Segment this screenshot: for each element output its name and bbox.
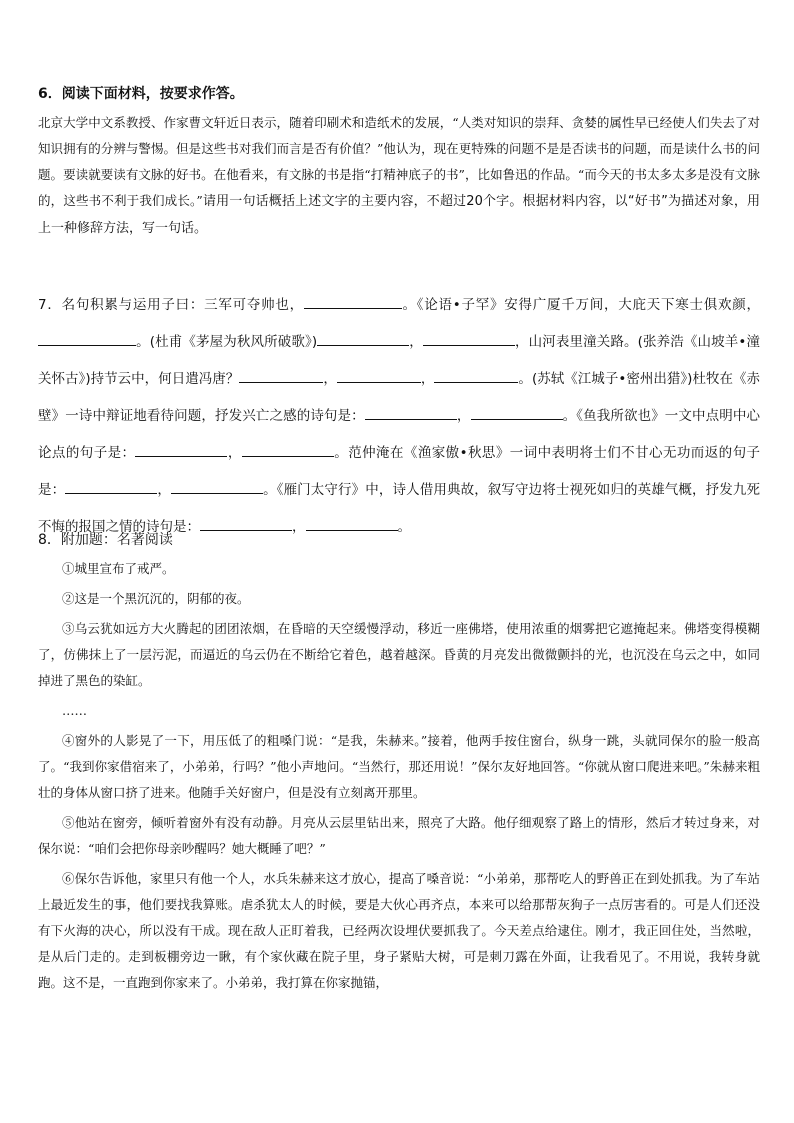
question-6-material	[38, 110, 760, 242]
passage-paragraph: ④窗外的人影晃了一下，用压低了的粗嗓门说：“是我，朱赫来。”接着，他两手按住窗台，纵身一跳，头就同保尔的脸一般高了。“我到你家借宿来了，小弟弟，行吗？”他小声地问。“当然行，那还用说！”保尔友好地回答。“你就从窗口爬进来吧。”朱赫来粗壮的身体从窗口挤了进来。他随手关好窗户，但是没有立刻离开那里。	[38, 733, 760, 800]
q7-text-7: 。(苏轼《江城子•密州出猎》)杜牧在《赤壁》一诗中辩证地看待问题，抒发兴亡之感的诗句是：	[38, 371, 761, 424]
answer-blank[interactable]	[200, 516, 292, 531]
q7-text-6: ，	[420, 371, 435, 387]
q7-text-2: 。(杜甫《茅屋为秋风所破歌》)	[136, 334, 318, 350]
q6-task-text: 请用一句话概括上述文字的主要内容，不超过20个字。根据材料内容，以“好书”为描述对象，用上一种修辞方法，写一句话。	[38, 194, 760, 236]
answer-blank[interactable]	[239, 368, 323, 383]
q7-text-9: 。《鱼我所欲也》一文中点明中心论点的句子是：	[38, 408, 761, 461]
answer-blank[interactable]	[317, 331, 409, 346]
q7-text-4: ，山河表里潼关路。(张养浩《山坡羊•潼关怀古》)持节云中，何日遣冯唐？	[38, 334, 760, 387]
answer-blank[interactable]	[337, 368, 421, 383]
question-8	[38, 530, 760, 1000]
q7-text-15: 。	[397, 519, 411, 535]
answer-blank[interactable]	[242, 442, 334, 457]
passage-paragraph: ②这是一个黑沉沉的，阴郁的夜。	[62, 591, 250, 606]
answer-blank[interactable]	[365, 405, 457, 420]
q7-text-8: ，	[456, 408, 471, 424]
q7-text-11: 。范仲淹在《渔家傲•秋思》一词中表明将士们不甘心无功而返的句子是：	[38, 445, 761, 498]
answer-blank[interactable]	[171, 479, 263, 494]
q7-text-5: ，	[323, 371, 337, 387]
q7-text-10: ，	[227, 445, 242, 461]
question-8-title: 8．附加题：名著阅读	[38, 532, 173, 548]
q7-text-0: 7．名句积累与运用子曰：三军可夺帅也，	[38, 297, 304, 313]
q7-text-14: ，	[292, 519, 306, 535]
answer-blank[interactable]	[65, 479, 157, 494]
q7-text-13: 。《雁门太守行》中，诗人借用典故，叙写守边将士视死如归的英雄气概，抒发九死不悔的报国之情的诗句是：	[38, 482, 761, 535]
question-6	[38, 84, 760, 242]
question-7	[38, 287, 760, 546]
q7-text-3: ，	[409, 334, 423, 350]
passage-paragraph: ⑥保尔告诉他，家里只有他一个人，水兵朱赫来这才放心，提高了嗓音说：“小弟弟，那帮吃人的野兽正在到处抓我。为了车站上最近发生的事，他们要找我算账。虐杀犹太人的时候，要是大伙心再齐点，本来可以给那帮灰狗子一点厉害看的。可是人们还没有下火海的决心，所以没有干成。现在敌人正盯着我，已经两次设埋伏要抓我了。今天差点给逮住。刚才，我正回住处，当然啦，是从后门走的。走到板棚旁边一瞅，有个家伙藏在院子里，身子紧贴大树，可是刺刀露在外面，让我看见了。不用说，我转身就跑。这不是，一直跑到你家来了。小弟弟，我打算在你家抛锚，	[38, 871, 760, 990]
passage-ellipsis: ……	[62, 703, 87, 718]
q6-material-text: 北京大学中文系教授、作家曹文轩近日表示，随着印刷术和造纸术的发展，“人类对知识的崇拜、贪婪的属性早已经使人们失去了对知识拥有的分辨与警惕。但是这些书对我们而言是否有价值？”他认为，现在更特殊的问题不是是否读书的问题，而是读什么书的问题。要读就要读有文脉的好书。在他看来，有文脉的书是指“打精神底子的书”，比如鲁迅的作品。“而今天的书太多太多是没有文脉的，这些书不利于我们成长。”	[38, 115, 760, 208]
passage-paragraph: ⑤他站在窗旁，倾听着窗外有没有动静。月亮从云层里钻出来，照亮了大路。他仔细观察了路上的情形，然后才转过身来，对保尔说：“咱们会把你母亲吵醒吗？她大概睡了吧？”	[38, 815, 760, 856]
answer-blank[interactable]	[38, 331, 136, 346]
answer-blank[interactable]	[306, 516, 398, 531]
answer-blank[interactable]	[434, 368, 518, 383]
passage-paragraph: ③乌云犹如远方大火腾起的团团浓烟，在昏暗的天空缓慢浮动，移近一座佛塔，使用浓重的烟雾把它遮掩起来。佛塔变得模糊了，仿佛抹上了一层污泥，而逼近的乌云仍在不断给它着色，越着越深。昏黄的月亮发出微微颤抖的光，也沉没在乌云之中，如同掉进了黑色的染缸。	[38, 621, 760, 688]
answer-blank[interactable]	[304, 294, 402, 309]
answer-blank[interactable]	[135, 442, 227, 457]
passage-paragraph: ①城里宣布了戒严。	[62, 561, 175, 576]
answer-blank[interactable]	[423, 331, 515, 346]
question-6-title: 6．阅读下面材料，按要求作答。	[38, 86, 244, 102]
q7-text-12: ，	[157, 482, 171, 498]
answer-blank[interactable]	[471, 405, 563, 420]
q7-text-1: 。《论语•子罕》安得广厦千万间，大庇天下寒士俱欢颜，	[401, 297, 760, 313]
